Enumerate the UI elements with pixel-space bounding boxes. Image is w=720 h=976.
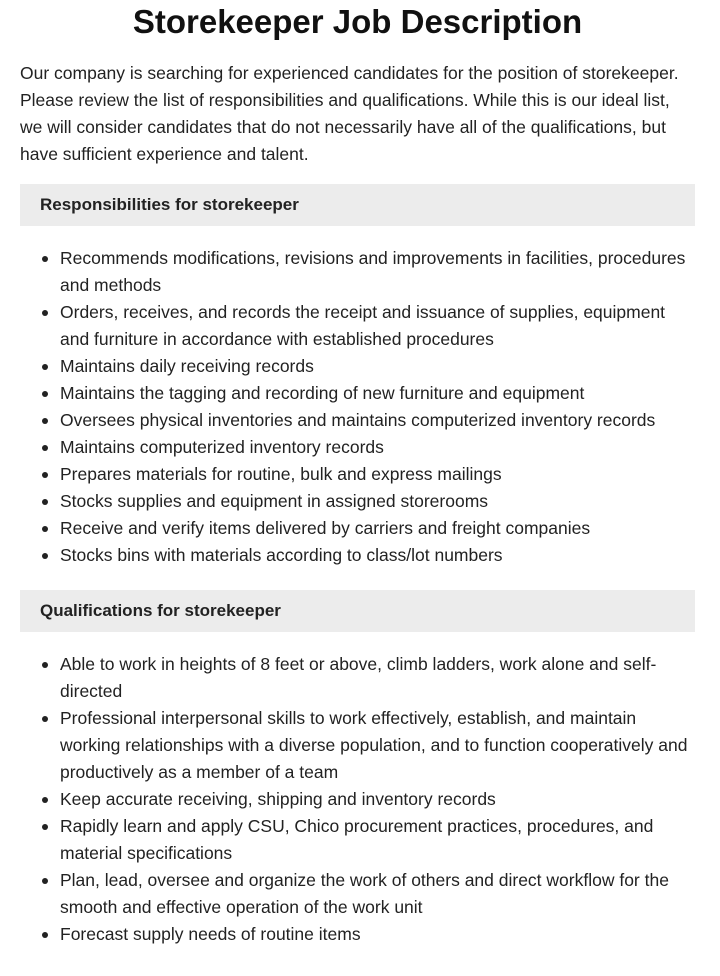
- list-item: Plan, lead, oversee and organize the work of others and direct workflow for the smooth and effective operation of the work unit: [60, 867, 695, 921]
- list-item: Prepares materials for routine, bulk and express mailings: [60, 461, 695, 488]
- bullet-icon: [42, 797, 48, 803]
- bullet-icon: [42, 364, 48, 370]
- responsibilities-heading: Responsibilities for storekeeper: [20, 184, 695, 226]
- list-item: Receive and verify items delivered by carriers and freight companies: [60, 515, 695, 542]
- list-item: Maintains computerized inventory records: [60, 434, 695, 461]
- responsibilities-list: [20, 245, 695, 569]
- bullet-icon: [42, 662, 48, 668]
- list-item: Recommends modifications, revisions and improvements in facilities, procedures and methods: [60, 245, 695, 299]
- list-item: Forecast supply needs of routine items: [60, 921, 695, 948]
- bullet-icon: [42, 824, 48, 830]
- list-item: Able to work in heights of 8 feet or above, climb ladders, work alone and self-directed: [60, 651, 695, 705]
- qualifications-list: [20, 651, 695, 948]
- list-item: Keep accurate receiving, shipping and inventory records: [60, 786, 695, 813]
- bullet-icon: [42, 499, 48, 505]
- bullet-icon: [42, 310, 48, 316]
- bullet-icon: [42, 418, 48, 424]
- list-item: Professional interpersonal skills to work effectively, establish, and maintain working relationships with a diverse population, and to function cooperatively and productively as a member of a team: [60, 705, 695, 786]
- list-item: Stocks bins with materials according to class/lot numbers: [60, 542, 695, 569]
- bullet-icon: [42, 472, 48, 478]
- bullet-icon: [42, 878, 48, 884]
- bullet-icon: [42, 391, 48, 397]
- list-item: Stocks supplies and equipment in assigned storerooms: [60, 488, 695, 515]
- list-item: Maintains daily receiving records: [60, 353, 695, 380]
- bullet-icon: [42, 553, 48, 559]
- bullet-icon: [42, 445, 48, 451]
- qualifications-heading: Qualifications for storekeeper: [20, 590, 695, 632]
- list-item: Maintains the tagging and recording of new furniture and equipment: [60, 380, 695, 407]
- bullet-icon: [42, 256, 48, 262]
- bullet-icon: [42, 716, 48, 722]
- page-title: Storekeeper Job Description: [132, 3, 583, 40]
- bullet-icon: [42, 526, 48, 532]
- intro-paragraph: Our company is searching for experienced candidates for the position of storekeeper. Please review the list of responsibilities and qualifications. While this is our ideal list, we will consider candidates that do not necessarily have all of the qualifications, but have sufficient experience and talent.: [20, 63, 679, 164]
- bullet-icon: [42, 932, 48, 938]
- list-item: Orders, receives, and records the receipt and issuance of supplies, equipment and furniture in accordance with established procedures: [60, 299, 695, 353]
- list-item: Rapidly learn and apply CSU, Chico procurement practices, procedures, and material specifications: [60, 813, 695, 867]
- list-item: Oversees physical inventories and maintains computerized inventory records: [60, 407, 695, 434]
